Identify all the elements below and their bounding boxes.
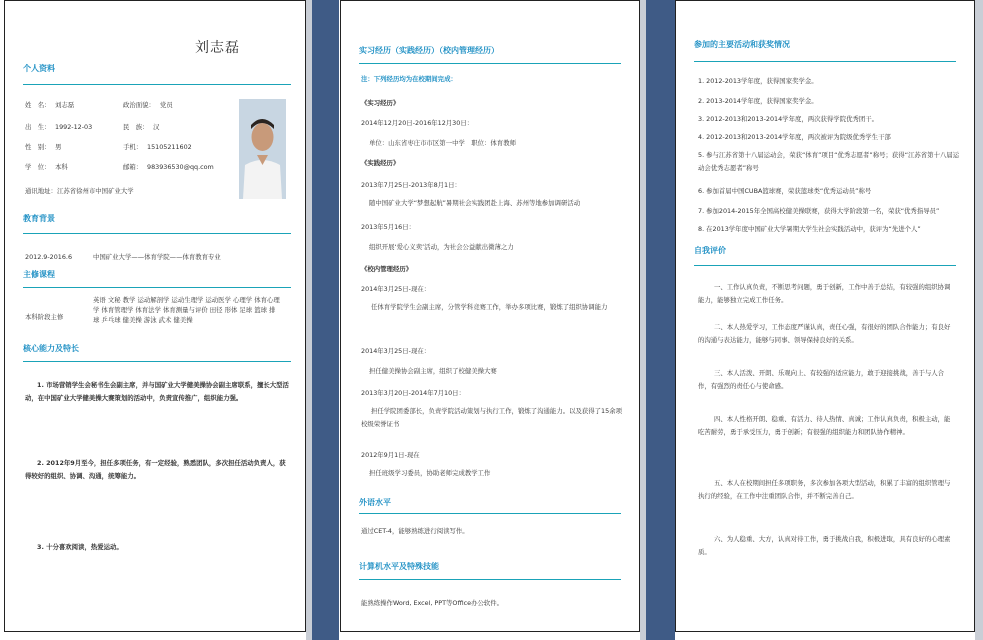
resume-page-2 — [340, 0, 640, 632]
award-item: 2. 2013-2014学年度，获得国家奖学金。 — [698, 97, 818, 105]
field-value: 汉 — [153, 123, 160, 131]
portrait-image — [239, 99, 286, 199]
intern-date: 2014年12月20日-2016年12月30日： — [361, 119, 474, 127]
field-label: 邮箱： — [123, 163, 143, 171]
skills-paragraph: 2. 2012年9月至今，担任多项任务，有一定经验，熟悉团队，多次担任活动负责人，获得较好的组织、协调、沟通，统筹能力。 — [25, 459, 286, 480]
award-item: 3. 2012-2013和2013-2014学年度，两次获得学院优秀团干。 — [698, 115, 879, 123]
profile-photo — [239, 99, 286, 199]
page-gap-left — [308, 0, 339, 640]
section-title-self-eval: 自我评价 — [694, 246, 726, 255]
computer-text: 能熟练操作Word, Excel, PPT等Office办公软件。 — [361, 599, 504, 607]
address-line: 通讯地址：江苏省徐州市中国矿业大学 — [25, 187, 134, 195]
intern-desc: 单位：山东省枣庄市市区第一中学 职位：体育教师 — [369, 139, 516, 147]
campus-date: 2013年3月20日-2014年7月10日： — [361, 389, 465, 397]
education-desc: 中国矿业大学——体育学院——体育教育专业 — [93, 253, 221, 261]
section-rule — [23, 287, 291, 288]
page-shadow — [975, 0, 983, 640]
section-rule — [694, 265, 956, 266]
field-value: 党员 — [160, 101, 173, 109]
field-label: 手机： — [123, 143, 143, 151]
education-period: 2012.9-2016.6 — [25, 253, 73, 261]
award-item: 7. 参加2014-2015年全国高校健美操联赛，获得大学阶段第一名，荣获“优秀指导员” — [698, 207, 940, 215]
field-value: 15105211602 — [147, 143, 192, 151]
award-item: 8. 在2013学年度中国矿业大学暑期大学生社会实践活动中，获评为“先进个人” — [698, 225, 921, 233]
field-label: 政治面貌： — [123, 101, 155, 109]
self-eval-paragraph: 二、本人热爱学习，工作态度严谨认真，责任心强，有很好的团队合作能力；有良好的沟通与表达能力，能够与同事、领导保持良好的关系。 — [698, 323, 951, 344]
self-eval-paragraph: 六、为人稳重、大方，认真对待工作，勇于挑战自我，积极进取，具有良好的心理素质。 — [698, 535, 951, 556]
practice-desc: 组织开展‘爱心义卖’活动，为社会公益献出微薄之力 — [369, 243, 514, 251]
section-title-skills: 核心能力及特长 — [23, 344, 79, 353]
section-rule — [23, 84, 291, 85]
section-title-computer: 计算机水平及特殊技能 — [359, 562, 439, 571]
courses-label: 本科阶段主修 — [25, 313, 64, 321]
field-value: 本科 — [55, 163, 68, 171]
award-item: 4. 2012-2013和2013-2014学年度，两次被评为院级优秀学生干部 — [698, 133, 891, 141]
campus-desc: 任体育学院学生会副主席，分管学科竞赛工作，举办多项比赛，锻炼了组织协调能力 — [371, 303, 608, 311]
section-rule — [23, 361, 291, 362]
page-shadow — [306, 0, 312, 640]
field-value: 1992-12-03 — [55, 123, 93, 131]
campus-desc: 担任健美操协会副主席，组织了校健美操大赛 — [369, 367, 497, 375]
page-shadow — [640, 0, 646, 640]
section-title-education: 教育背景 — [23, 214, 55, 223]
practice-desc: 随中国矿业大学“梦想起航”暑期社会实践团赴上海、苏州等地参加调研活动 — [369, 199, 581, 207]
campus-desc: 担任学院团委部长，负责学院活动策划与执行工作，锻炼了沟通能力。以及获得了15余项校级荣誉证书 — [361, 407, 622, 428]
section-title-courses: 主修课程 — [23, 270, 55, 279]
language-text: 通过CET-4，能够熟练进行阅读写作。 — [361, 527, 469, 535]
intern-note: 注：下列经历均为在校期间完成： — [361, 75, 457, 83]
section-title-language: 外语水平 — [359, 498, 391, 507]
field-label: 性 别： — [25, 143, 51, 151]
section-rule — [694, 61, 956, 62]
resume-name-heading: 刘志磊 — [195, 40, 240, 56]
resume-page-1 — [4, 0, 306, 632]
intern-heading: 《实习经历》 — [361, 99, 400, 107]
self-eval-paragraph: 四、本人性格开朗、稳重、有活力、待人热情、真诚；工作认真负责，积极主动，能吃苦耐劳，勇于承受压力，勇于创新；有很强的组织能力和团队协作精神。 — [698, 415, 951, 436]
section-rule — [359, 579, 621, 580]
self-eval-paragraph: 三、本人活泼、开朗、乐观向上、有较强的适应能力，敢于迎接挑战，善于与人合作，有强烈的责任心与使命感。 — [698, 369, 945, 390]
resume-page-3 — [675, 0, 975, 632]
courses-text: 英语 文秘 教学 运动解剖学 运动生理学 运动医学 心理学 体育心理学 体育管理学 体育法学 体育测量与评价 田径 形体 足球 篮球 排球 乒乓球 健美操 游泳 武术 健美操 — [93, 296, 280, 324]
field-value: 刘志磊 — [55, 101, 75, 109]
field-label: 出 生： — [25, 123, 51, 131]
practice-heading: 《实践经历》 — [361, 159, 400, 167]
practice-date: 2013年7月25日-2013年8月1日： — [361, 181, 461, 189]
section-rule — [359, 63, 621, 64]
self-eval-paragraph: 一、工作认真负责，不断思考问题，勇于创新，工作中善于总结，有较强的组织协调能力，能够独立完成工作任务。 — [698, 283, 951, 304]
award-item: 6. 参加首届中国CUBA篮球赛，荣获篮球类“优秀运动员”称号 — [698, 187, 872, 195]
award-item: 1. 2012-2013学年度，获得国家奖学金。 — [698, 77, 818, 85]
field-label: 学 位： — [25, 163, 51, 171]
award-item: 5. 参与江苏省第十八届运动会，荣获“体育”项目“优秀志愿者”称号；获得“江苏省第十八届运动会优秀志愿者”称号 — [698, 151, 960, 172]
field-value: 983936530@qq.com — [147, 163, 214, 171]
field-label: 民 族： — [123, 123, 149, 131]
section-title-awards: 参加的主要活动和获奖情况 — [694, 40, 790, 49]
field-value: 男 — [55, 143, 62, 151]
campus-date: 2014年3月25日-现在： — [361, 347, 431, 355]
section-title-internship: 实习经历（实践经历）（校内管理经历） — [359, 46, 499, 55]
campus-heading: 《校内管理经历》 — [361, 265, 413, 273]
section-rule — [23, 233, 291, 234]
self-eval-paragraph: 五、本人在校期间担任多项职务，多次参加各项大型活动，积累了丰富的组织管理与执行的经验，在工作中注重团队合作，并不断完善自己。 — [698, 479, 951, 500]
section-rule — [359, 513, 621, 514]
page-gap-right — [645, 0, 675, 640]
skills-paragraph: 3. 十分喜欢阅读，热爱运动。 — [37, 543, 123, 551]
campus-desc: 担任班级学习委员，协助老师完成教学工作 — [369, 469, 491, 477]
campus-date: 2014年3月25日-现在： — [361, 285, 431, 293]
field-label: 姓 名： — [25, 101, 51, 109]
section-title-personal: 个人资料 — [23, 64, 55, 73]
practice-date: 2013年5月16日： — [361, 223, 416, 231]
campus-date: 2012年9月1日-现在 — [361, 451, 420, 459]
skills-paragraph: 1. 市场营销学生会秘书生会副主席，并与国矿业大学健美操协会副主席联系，擅长大型活动，在中国矿业大学健美操大赛策划的活动中，负责宣传推广，组织能力强。 — [25, 381, 289, 402]
